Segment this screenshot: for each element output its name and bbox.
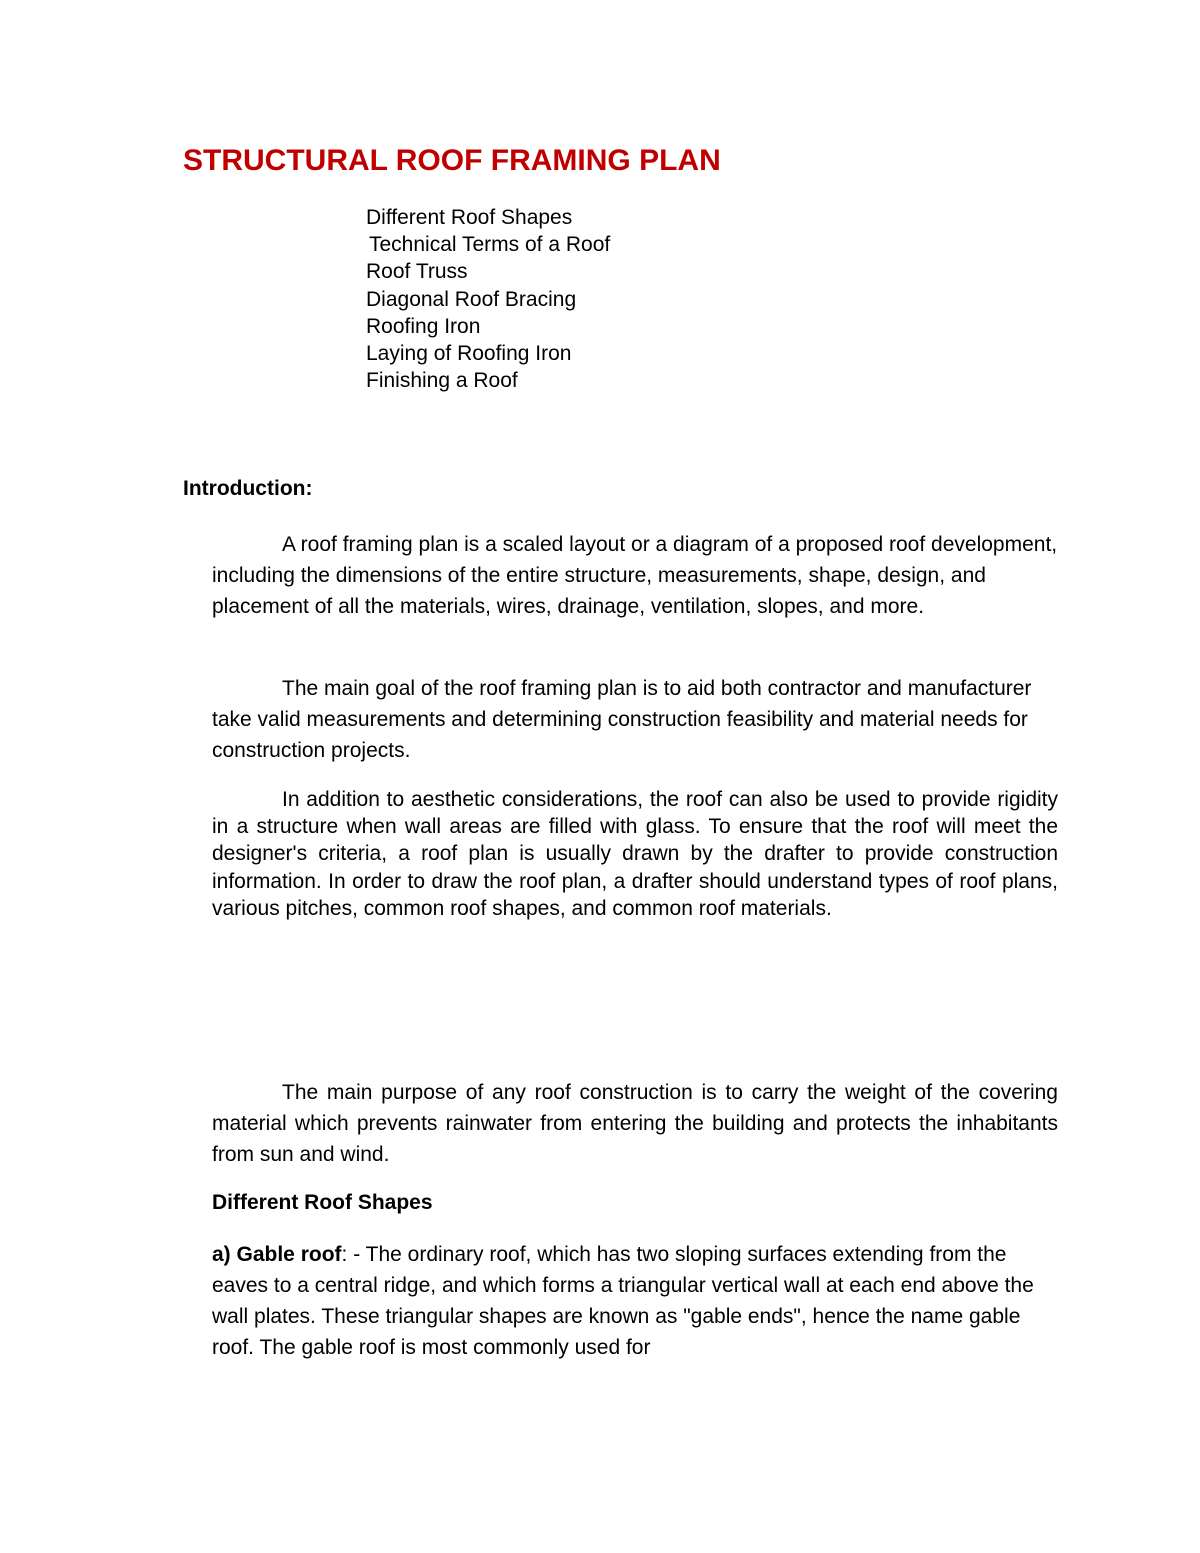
toc-item: Finishing a Roof: [366, 369, 518, 393]
introduction-heading: Introduction:: [183, 477, 313, 500]
toc-item: Roofing Iron: [366, 314, 481, 338]
toc-item: Roof Truss: [366, 260, 468, 284]
toc-item: Diagonal Roof Bracing: [366, 287, 577, 311]
section-heading: Different Roof Shapes: [212, 1191, 433, 1214]
paragraph: The main goal of the roof framing plan is to aid both contractor and manufacturer take valid measurements and determining construction feasibility and material needs for construction projects.: [212, 677, 1032, 762]
gable-roof-paragraph: [212, 1239, 1052, 1363]
paragraph: The main purpose of any roof construction is to carry the weight of the covering material which prevents rainwater from entering the building and protects the inhabitants from sun and wind.: [212, 1081, 1058, 1166]
paragraph: In addition to aesthetic considerations, the roof can also be used to provide rigidity in a structure when wall areas are filled with glass. To ensure that the roof will meet the designer's criteria, a roof plan is usually drawn by the drafter to provide construction information. In order to draw the roof plan, a drafter should understand types of roof plans, various pitches, common roof shapes, and common roof materials.: [212, 788, 1058, 920]
gable-roof-text: : - The ordinary roof, which has two sloping surfaces extending from the eaves to a central ridge, and which forms a triangular vertical wall at each end above the wall plates. These triangular shapes are known as "gable ends", hence the name gable roof. The gable roof is most commonly used for: [212, 1243, 1034, 1359]
page-title: STRUCTURAL ROOF FRAMING PLAN: [183, 144, 721, 177]
table-of-contents: [366, 204, 610, 394]
paragraph: A roof framing plan is a scaled layout or a diagram of a proposed roof development, including the dimensions of the entire structure, measurements, shape, design, and placement of all the materials, wires, drainage, ventilation, slopes, and more.: [212, 533, 1058, 618]
toc-item: Different Roof Shapes: [366, 206, 573, 229]
toc-item: Technical Terms of a Roof: [369, 233, 611, 257]
toc-item: Laying of Roofing Iron: [366, 342, 572, 366]
gable-roof-label: a) Gable roof: [212, 1243, 342, 1266]
